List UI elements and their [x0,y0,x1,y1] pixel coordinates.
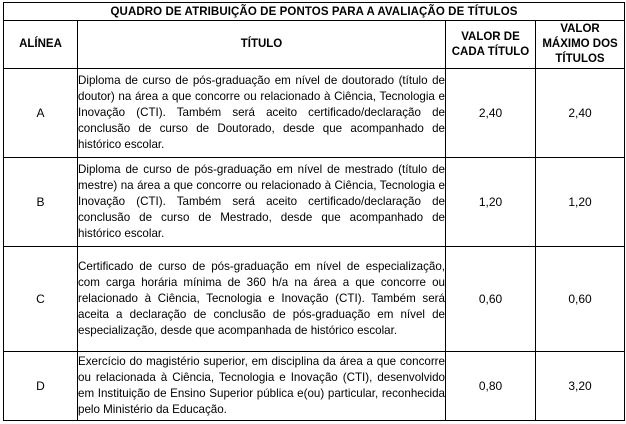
header-titulo: TÍTULO [78,21,446,69]
row-valor-maximo: 0,60 [536,247,625,352]
row-titulo: Exercício do magistério superior, em disciplina da área a que concorre ou relacionada à Ciência, Tecnologia e Inovação (CTI), desenvolvido em Instituição de Ensino Superior pública e(ou) particular, reconhecida pelo Ministério da Educação. [78,352,446,421]
table-title: QUADRO DE ATRIBUIÇÃO DE PONTOS PARA A AVALIAÇÃO DE TÍTULOS [4,3,625,21]
table-row [4,352,625,421]
row-valor-cada: 0,60 [446,247,536,352]
header-valor-cada: VALOR DE CADA TÍTULO [446,21,536,69]
row-alinea: C [4,247,78,352]
row-valor-cada: 1,20 [446,158,536,247]
table-row [4,247,625,352]
header-alinea: ALÍNEA [4,21,78,69]
row-titulo: Diploma de curso de pós-graduação em nível de doutorado (título de doutor) na área a que concorre ou relacionado à Ciência, Tecnologia e Inovação (CTI). Também será aceito certificado/declaração de conclusão de curso de Doutorado, desde que acompanhado de histórico escolar. [78,69,446,158]
table-row [4,69,625,158]
header-valor-maximo: VALOR MÁXIMO DOS TÍTULOS [536,21,625,69]
row-alinea: B [4,158,78,247]
row-valor-cada: 0,80 [446,352,536,421]
row-titulo: Diploma de curso de pós-graduação em nível de mestrado (título de mestre) na área a que concorre ou relacionado à Ciência, Tecnologia e Inovação (CTI). Também será aceito certificado/declaração de conclusão de curso de Mestrado, desde que acompanhado de histórico escolar. [78,158,446,247]
row-alinea: D [4,352,78,421]
row-titulo: Certificado de curso de pós-graduação em nível de especialização, com carga horária mínima de 360 h/a na área a que concorre ou relacionado à Ciência, Tecnologia e Inovação (CTI). Também será aceita a declaração de conclusão de pós-graduação em nível de especialização, desde que acompanhada de histórico escolar. [78,247,446,352]
row-alinea: A [4,69,78,158]
table-row [4,158,625,247]
row-valor-maximo: 2,40 [536,69,625,158]
points-table [3,2,625,421]
row-valor-cada: 2,40 [446,69,536,158]
row-valor-maximo: 1,20 [536,158,625,247]
row-valor-maximo: 3,20 [536,352,625,421]
